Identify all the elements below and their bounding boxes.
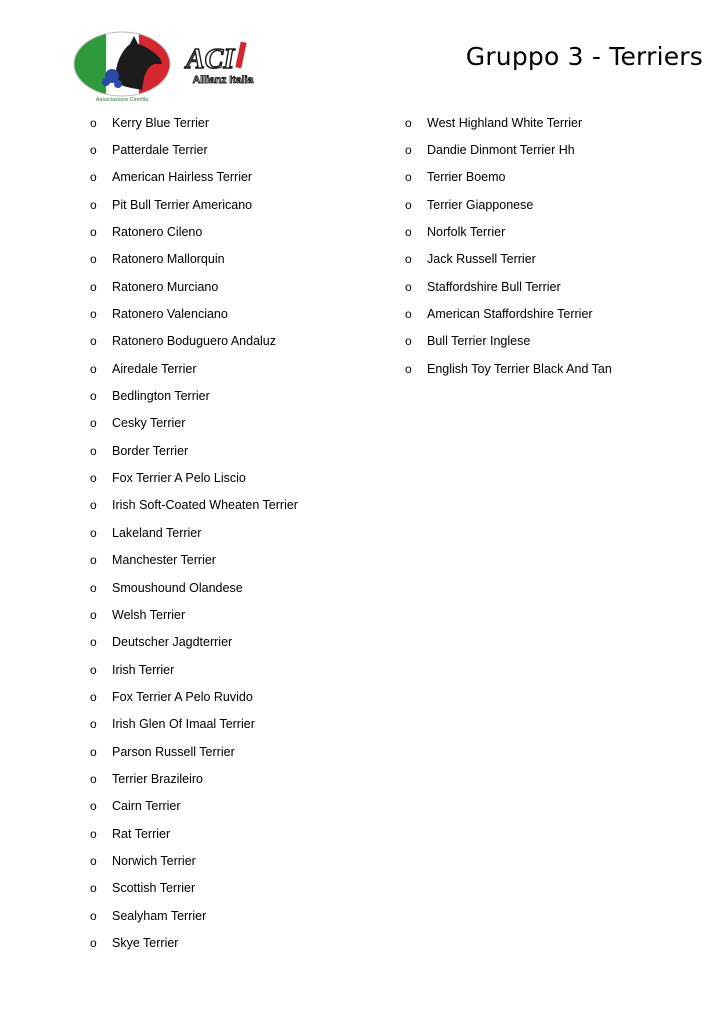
list-item (90, 629, 298, 656)
breed-name: Ratonero Valenciano (112, 307, 228, 322)
list-item (405, 191, 612, 218)
list-item (405, 355, 612, 382)
list-item (405, 218, 612, 245)
list-item (90, 683, 298, 710)
bullet-icon: o (405, 197, 412, 212)
breed-name: Fox Terrier A Pelo Liscio (112, 471, 246, 486)
bullet-icon: o (405, 307, 412, 322)
list-item (90, 410, 298, 437)
list-item (405, 136, 612, 163)
breed-name: Pit Bull Terrier Americano (112, 197, 253, 212)
list-item (90, 820, 298, 847)
breed-name: Parson Russell Terrier (112, 744, 235, 759)
bullet-icon: o (90, 170, 97, 185)
list-item (90, 191, 298, 218)
bullet-icon: o (90, 689, 97, 704)
bullet-icon: o (90, 908, 97, 923)
breed-name: English Toy Terrier Black And Tan (427, 361, 612, 376)
breed-name: Staffordshire Bull Terrier (427, 279, 561, 294)
list-item (90, 382, 298, 409)
bullet-icon: o (90, 115, 97, 130)
breed-name: Jack Russell Terrier (427, 252, 536, 267)
list-item (405, 328, 612, 355)
bullet-icon: o (90, 635, 97, 650)
breed-name: Welsh Terrier (112, 607, 186, 622)
breed-name: Manchester Terrier (112, 553, 216, 568)
bullet-icon: o (90, 853, 97, 868)
bullet-icon: o (90, 361, 97, 376)
bullet-icon: o (90, 717, 97, 732)
list-item (90, 765, 298, 792)
list-item (90, 218, 298, 245)
bullet-icon: o (90, 471, 97, 486)
breed-list-left (90, 109, 298, 957)
breed-name: American Hairless Terrier (112, 170, 253, 185)
breed-name: Airedale Terrier (112, 361, 197, 376)
breed-name: Cesky Terrier (112, 416, 186, 431)
breed-name: Scottish Terrier (112, 881, 196, 896)
page-title: Gruppo 3 - Terriers (465, 42, 703, 71)
association-logo-text: Associazione Cinofila (95, 97, 149, 103)
breed-name: Fox Terrier A Pelo Ruvido (112, 689, 253, 704)
aci-logo-mark: ACI (186, 44, 235, 75)
bullet-icon: o (90, 334, 97, 349)
list-item (90, 738, 298, 765)
breed-name: Irish Terrier (112, 662, 175, 677)
breed-name: Terrier Giapponese (427, 197, 534, 212)
breed-name: Norwich Terrier (112, 853, 196, 868)
bullet-icon: o (90, 580, 97, 595)
bullet-icon: o (405, 252, 412, 267)
association-logo (72, 30, 172, 104)
list-item (405, 300, 612, 327)
bullet-icon: o (90, 771, 97, 786)
bullet-icon: o (90, 416, 97, 431)
bullet-icon: o (405, 279, 412, 294)
breed-name: Kerry Blue Terrier (112, 115, 210, 130)
list-item (90, 355, 298, 382)
breed-name: Terrier Boemo (427, 170, 506, 185)
list-item (90, 246, 298, 273)
list-item (90, 300, 298, 327)
list-item (405, 273, 612, 300)
list-item (90, 793, 298, 820)
bullet-icon: o (90, 881, 97, 896)
bullet-icon: o (90, 225, 97, 240)
breed-name: Deutscher Jagdterrier (112, 635, 233, 650)
list-item (90, 574, 298, 601)
list-item (90, 109, 298, 136)
list-item (90, 273, 298, 300)
breed-name: Bull Terrier Inglese (427, 334, 531, 349)
breed-name: Terrier Brazileiro (112, 771, 203, 786)
breed-name: Smoushound Olandese (112, 580, 243, 595)
list-item (90, 902, 298, 929)
list-item (90, 547, 298, 574)
bullet-icon: o (405, 170, 412, 185)
bullet-icon: o (90, 443, 97, 458)
bullet-icon: o (405, 361, 412, 376)
bullet-icon: o (405, 334, 412, 349)
breed-name: Ratonero Cileno (112, 225, 203, 240)
bullet-icon: o (90, 744, 97, 759)
breed-name: Sealyham Terrier (112, 908, 207, 923)
list-item (90, 464, 298, 491)
breed-name: Cairn Terrier (112, 799, 181, 814)
breed-name: Bedlington Terrier (112, 389, 210, 404)
bullet-icon: o (90, 607, 97, 622)
list-item (90, 929, 298, 956)
breed-name: Border Terrier (112, 443, 189, 458)
bullet-icon: o (90, 279, 97, 294)
bullet-icon: o (90, 197, 97, 212)
bullet-icon: o (405, 225, 412, 240)
bullet-icon: o (90, 553, 97, 568)
list-item (90, 601, 298, 628)
bullet-icon: o (405, 143, 412, 158)
breed-name: Ratonero Murciano (112, 279, 219, 294)
list-item (90, 519, 298, 546)
bullet-icon: o (90, 498, 97, 513)
list-item (90, 847, 298, 874)
list-item (90, 136, 298, 163)
bullet-icon: o (90, 525, 97, 540)
list-item (405, 109, 612, 136)
breed-name: Irish Soft-Coated Wheaten Terrier (112, 498, 298, 513)
list-item (90, 656, 298, 683)
bullet-icon: o (90, 826, 97, 841)
breed-name: American Staffordshire Terrier (427, 307, 593, 322)
list-item (405, 164, 612, 191)
list-item (405, 246, 612, 273)
breed-name: Rat Terrier (112, 826, 171, 841)
bullet-icon: o (90, 252, 97, 267)
list-item (90, 437, 298, 464)
bullet-icon: o (90, 662, 97, 677)
bullet-icon: o (90, 143, 97, 158)
list-item (90, 328, 298, 355)
bullet-icon: o (90, 935, 97, 950)
list-item (90, 711, 298, 738)
breed-name: Dandie Dinmont Terrier Hh (427, 143, 575, 158)
breed-name: Norfolk Terrier (427, 225, 506, 240)
breed-list-right (405, 109, 612, 382)
bullet-icon: o (90, 307, 97, 322)
breed-name: Patterdale Terrier (112, 143, 208, 158)
bullet-icon: o (90, 389, 97, 404)
bullet-icon: o (405, 115, 412, 130)
breed-name: Lakeland Terrier (112, 525, 202, 540)
aci-logo-text: Allianz Italia (192, 74, 254, 86)
breed-name: West Highland White Terrier (427, 115, 583, 130)
breed-name: Ratonero Mallorquin (112, 252, 225, 267)
aci-logo (182, 38, 264, 88)
breed-name: Ratonero Boduguero Andaluz (112, 334, 277, 349)
breed-name: Skye Terrier (112, 935, 179, 950)
list-item (90, 492, 298, 519)
bullet-icon: o (90, 799, 97, 814)
breed-name: Irish Glen Of Imaal Terrier (112, 717, 255, 732)
list-item (90, 164, 298, 191)
list-item (90, 875, 298, 902)
